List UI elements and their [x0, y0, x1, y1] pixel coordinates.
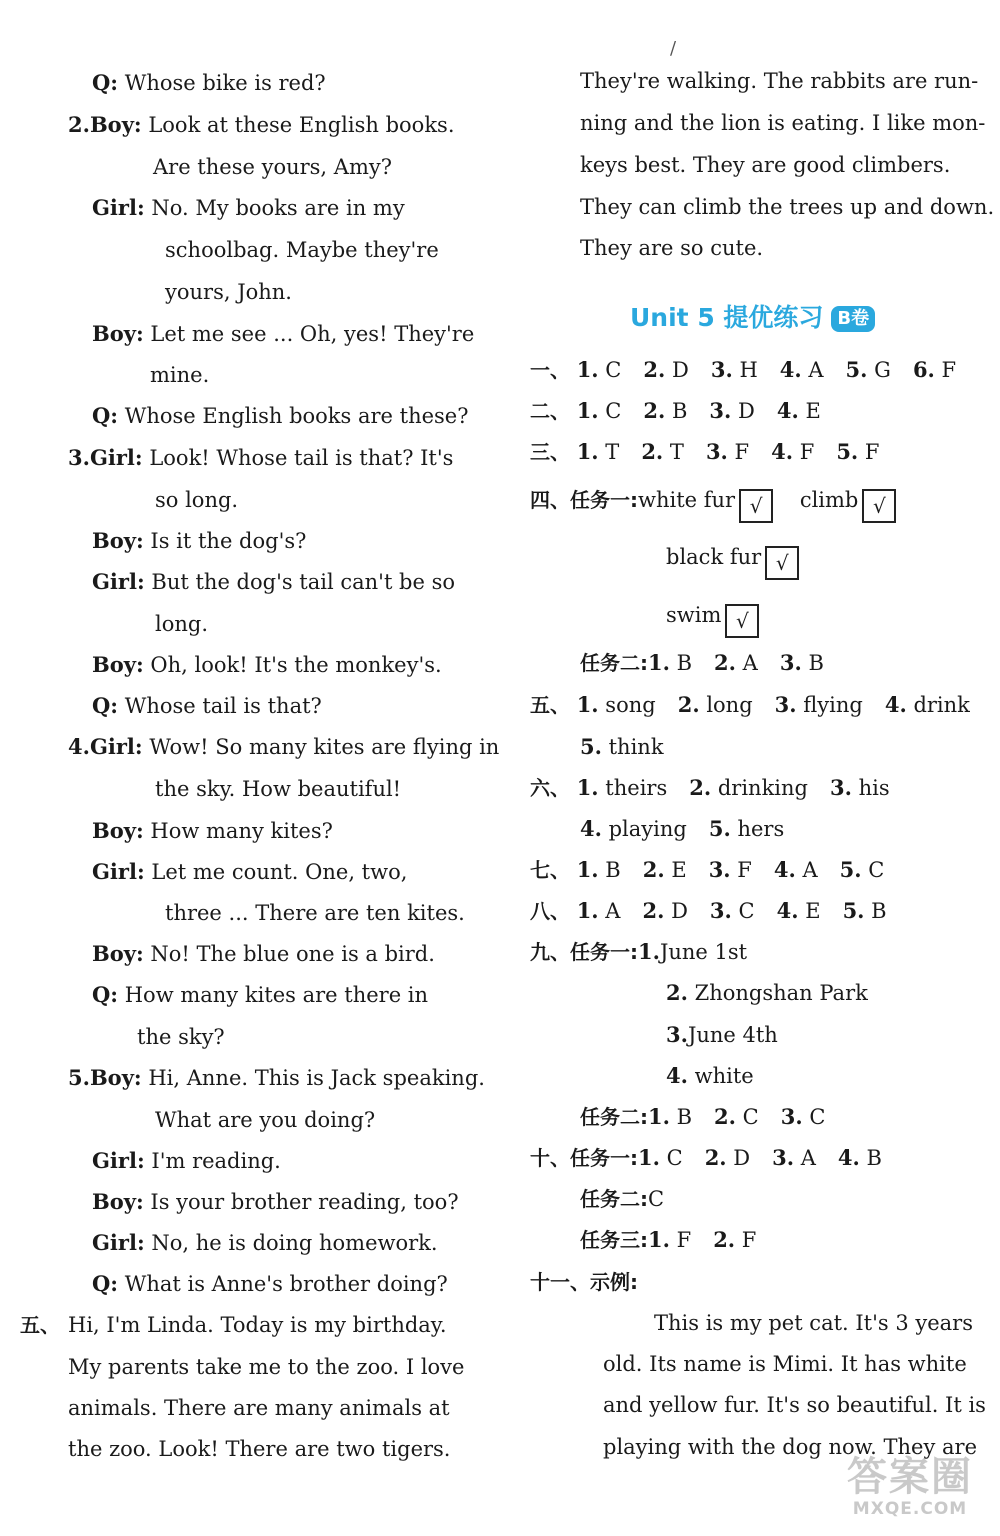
answer-item: [580, 735, 664, 759]
dialogue-line: schoolbag. Maybe they're: [165, 238, 439, 262]
item-number: 4.: [580, 816, 602, 841]
item-answer: A: [598, 899, 621, 923]
item-answer: C: [802, 1105, 826, 1129]
item-number: 1.: [648, 650, 670, 675]
item-number: 1.: [576, 857, 599, 882]
item-answer: C: [735, 1105, 759, 1129]
answer-item: [577, 858, 621, 882]
item-answer: C: [731, 899, 755, 923]
item-number: 5.: [836, 439, 859, 464]
answer-item: [771, 440, 814, 464]
dialogue-line: Boy: Let me see ... Oh, yes! They're: [92, 321, 475, 346]
pen-mark-icon: /: [670, 38, 677, 59]
item-number: 2.: [641, 439, 664, 464]
answer-item: [577, 399, 622, 423]
item-answer: B: [665, 399, 688, 423]
item-number: 2.: [643, 398, 666, 423]
item-number: 1.: [576, 692, 599, 717]
item-number: 3.: [772, 1145, 795, 1170]
item-answer: A: [794, 1146, 816, 1170]
answer-item: [706, 440, 749, 464]
item-number: 3.: [779, 650, 802, 675]
item-number: 1.: [638, 1145, 660, 1170]
item-number: 6.: [912, 357, 935, 382]
item-answer: D: [731, 399, 755, 423]
item-number: 2.: [714, 1104, 736, 1129]
passage-line: They're walking. The rabbits are run-: [580, 69, 979, 93]
answer-row-4b: black fur √: [666, 542, 799, 580]
answer-item: [577, 899, 621, 923]
answer-item: [885, 693, 970, 717]
item-number: 4.: [773, 857, 796, 882]
answer-item: [577, 776, 668, 800]
dialogue-line: three ... There are ten kites.: [165, 901, 465, 925]
dialogue-line: Girl: Let me count. One, two,: [92, 859, 408, 884]
answer-item: [648, 1105, 692, 1129]
item-answer: E: [664, 858, 687, 882]
item-answer: F: [858, 440, 880, 464]
passage-line: keys best. They are good climbers.: [580, 153, 951, 177]
answer-item: [705, 1146, 750, 1170]
dialogue-line: Girl: But the dog's tail can't be so: [92, 569, 456, 594]
check-mark-icon: √: [765, 546, 799, 580]
answer-row-5: 五、 1. song 2. long 3. flying 4. drink: [530, 692, 970, 717]
answer-row-8: 八、 1. A 2. D 3. C 4. E 5. B: [530, 898, 887, 923]
answer-item: [780, 358, 824, 382]
item-answer: A: [735, 651, 758, 675]
answer-item: [577, 440, 620, 464]
answer-item: [689, 776, 808, 800]
answer-row-5b: [580, 732, 686, 762]
passage-line: My parents take me to the zoo. I love: [68, 1355, 465, 1379]
dialogue-line: Girl: I'm reading.: [92, 1148, 281, 1173]
sample-line: This is my pet cat. It's 3 years: [654, 1311, 973, 1335]
item-number: 4.: [884, 692, 907, 717]
item-answer: long: [699, 693, 753, 717]
item-answer: H: [732, 358, 758, 382]
answer-row-1: 一、 1. C 2. D 3. H 4. A 5. G 6. F: [530, 357, 957, 382]
watermark-logo: 答案圈 MXQE.COM: [847, 1454, 973, 1519]
dialogue-line: Boy: Is your brother reading, too?: [92, 1189, 459, 1214]
answer-item: [777, 399, 821, 423]
answer-row-3: 三、 1. T 2. T 3. F 4. F 5. F: [530, 439, 880, 464]
dialogue-line: Boy: How many kites?: [92, 818, 333, 843]
answer-item: [711, 358, 758, 382]
question-line: the sky?: [137, 1025, 225, 1049]
answer-item: [838, 1146, 882, 1170]
answer-item: [643, 858, 687, 882]
dialogue-line: Boy: Oh, look! It's the monkey's.: [92, 652, 442, 677]
paper-badge: B卷: [831, 306, 875, 332]
answer-item: [714, 1105, 759, 1129]
item-answer: C: [598, 358, 622, 382]
item-answer: B: [859, 1146, 882, 1170]
passage-line: Hi, I'm Linda. Today is my birthday.: [68, 1313, 447, 1337]
item-answer: B: [801, 651, 824, 675]
answer-item: [836, 440, 879, 464]
answer-row-9d: 4. white: [666, 1063, 754, 1088]
answer-item: [774, 858, 818, 882]
item-answer: C: [861, 858, 885, 882]
dialogue-line: Boy: Is it the dog's?: [92, 528, 307, 553]
item-number: 2.: [642, 857, 665, 882]
item-answer: F: [730, 858, 752, 882]
item-answer: A: [795, 858, 818, 882]
item-number: 5.: [845, 357, 868, 382]
answer-item: [913, 358, 956, 382]
item-number: 3.: [709, 398, 732, 423]
answer-item: [830, 776, 890, 800]
item-answer: G: [867, 358, 891, 382]
item-answer: his: [851, 776, 890, 800]
dialogue-line: Are these yours, Amy?: [153, 155, 392, 179]
item-number: 3.: [708, 857, 731, 882]
answer-item: [840, 858, 885, 882]
item-number: 4.: [779, 357, 802, 382]
passage-line: animals. There are many animals at: [68, 1396, 450, 1420]
item-number: 1.: [576, 357, 599, 382]
answer-item: [710, 899, 755, 923]
answer-item: [709, 817, 784, 841]
item-answer: song: [598, 693, 656, 717]
item-number: 2.: [642, 898, 665, 923]
answer-row-10c: 任务三:1. F 2. F: [580, 1227, 757, 1252]
dialogue-line: yours, John.: [165, 280, 292, 304]
answer-item: [577, 358, 622, 382]
passage-line: They are so cute.: [580, 236, 764, 260]
answer-row-9c: 3.June 4th: [666, 1022, 778, 1047]
dialogue-line: Boy: No! The blue one is a bird.: [92, 941, 435, 966]
item-answer: theirs: [598, 776, 668, 800]
item-answer: C: [659, 1146, 683, 1170]
answer-item: [777, 899, 821, 923]
item-number: 3.: [709, 898, 732, 923]
item-answer: B: [669, 651, 693, 675]
item-number: 1.: [576, 898, 599, 923]
question-line: Q: Whose English books are these?: [92, 403, 469, 428]
item-number: 1.: [648, 1104, 670, 1129]
item-number: 3.: [774, 692, 797, 717]
item-answer: E: [798, 399, 821, 423]
item-number: 1.: [576, 775, 599, 800]
answer-row-10b: 任务二:C: [580, 1187, 665, 1211]
question-line: Q: How many kites are there in: [92, 982, 429, 1007]
item-number: 5.: [708, 816, 731, 841]
item-number: 3.: [780, 1104, 803, 1129]
answer-item: [709, 399, 754, 423]
item-answer: B: [864, 899, 887, 923]
dialogue-3-line: 3.Girl: Look! Whose tail is that? It's: [68, 445, 454, 470]
item-answer: F: [735, 1228, 757, 1252]
item-answer: flying: [796, 693, 863, 717]
answer-item: [648, 1228, 691, 1252]
item-number: 1.: [576, 398, 599, 423]
answer-item: [780, 651, 824, 675]
item-answer: B: [669, 1105, 693, 1129]
item-answer: think: [601, 735, 664, 759]
question-line: Q: Whose tail is that?: [92, 693, 322, 718]
item-answer: F: [727, 440, 750, 464]
item-answer: F: [669, 1228, 692, 1252]
item-answer: T: [598, 440, 620, 464]
dialogue-line: Girl: No. My books are in my: [92, 195, 405, 220]
check-mark-icon: √: [725, 604, 759, 638]
item-answer: C: [598, 399, 622, 423]
answer-item: [775, 693, 863, 717]
item-number: 2.: [714, 650, 736, 675]
answer-item: [678, 693, 753, 717]
item-answer: drink: [906, 693, 970, 717]
item-answer: drinking: [711, 776, 808, 800]
dialogue-line: long.: [155, 612, 209, 636]
dialogue-line: the sky. How beautiful!: [155, 777, 402, 801]
item-answer: F: [793, 440, 815, 464]
item-number: 4.: [771, 439, 794, 464]
item-number: 2.: [689, 775, 712, 800]
answer-item: [781, 1105, 826, 1129]
item-answer: D: [726, 1146, 751, 1170]
section-number: 五、: [20, 1313, 60, 1337]
answer-row-10: 十、任务一:1. C 2. D 3. A 4. B: [530, 1145, 882, 1170]
answer-item: [641, 440, 684, 464]
item-number: 2.: [643, 357, 666, 382]
item-number: 5.: [839, 857, 862, 882]
item-answer: D: [665, 358, 689, 382]
answer-item: [643, 399, 687, 423]
item-answer: B: [598, 858, 621, 882]
answer-row-11: 十一、示例:: [530, 1270, 638, 1294]
passage-line: They can climb the trees up and down.: [580, 195, 995, 219]
item-number: 3.: [710, 357, 733, 382]
item-number: 4.: [837, 1145, 860, 1170]
dialogue-line: What are you doing?: [155, 1108, 376, 1132]
sample-line: playing with the dog now. They are: [603, 1435, 977, 1459]
passage-line: the zoo. Look! There are two tigers.: [68, 1437, 451, 1461]
answer-row-2: 二、 1. C 2. B 3. D 4. E: [530, 398, 821, 423]
answer-item: [642, 899, 687, 923]
answer-row-6: 六、 1. theirs 2. drinking 3. his: [530, 775, 890, 800]
dialogue-4-line: 4.Girl: Wow! So many kites are flying in: [68, 734, 500, 759]
dialogue-line: so long.: [155, 488, 239, 512]
dialogue-5-line: 5.Boy: Hi, Anne. This is Jack speaking.: [68, 1065, 485, 1090]
check-mark-icon: √: [739, 489, 773, 523]
answer-row-6b: [580, 814, 806, 844]
question-line: Q: Whose bike is red?: [92, 70, 326, 95]
unit-title: Unit 5 提优练习 B卷: [630, 298, 875, 334]
item-number: 1.: [576, 439, 599, 464]
answer-item: [577, 693, 656, 717]
answer-row-9b: 2. Zhongshan Park: [666, 980, 868, 1005]
answer-row-4: 四、任务一:white fur √ climb √: [530, 485, 896, 523]
item-number: 5.: [580, 734, 602, 759]
dialogue-2-line: 2.Boy: Look at these English books.: [68, 112, 455, 137]
answer-row-9: 九、任务一:1.June 1st: [530, 939, 748, 964]
item-answer: E: [798, 899, 821, 923]
answer-item: [580, 817, 687, 841]
answer-row-7: 七、 1. B 2. E 3. F 4. A 5. C: [530, 857, 885, 882]
answer-row-4d: 任务二:1. B 2. A 3. B: [580, 650, 824, 675]
answer-row-9e: 任务二:1. B 2. C 3. C: [580, 1104, 826, 1129]
item-number: 2.: [677, 692, 700, 717]
question-line: Q: What is Anne's brother doing?: [92, 1271, 448, 1296]
answer-item: [714, 651, 758, 675]
answer-item: [843, 899, 887, 923]
answer-item: [713, 1228, 756, 1252]
answer-item: [846, 358, 891, 382]
item-answer: A: [801, 358, 824, 382]
check-mark-icon: √: [862, 489, 896, 523]
answer-item: [648, 651, 692, 675]
item-answer: hers: [730, 817, 785, 841]
answer-item: [643, 358, 688, 382]
item-answer: T: [663, 440, 684, 464]
passage-line: ning and the lion is eating. I like mon-: [580, 111, 986, 135]
item-answer: playing: [601, 817, 687, 841]
item-number: 1.: [648, 1227, 670, 1252]
item-number: 3.: [829, 775, 852, 800]
item-number: 3.: [705, 439, 728, 464]
sample-line: old. Its name is Mimi. It has white: [603, 1352, 967, 1376]
item-number: 2.: [713, 1227, 736, 1252]
item-number: 5.: [842, 898, 865, 923]
answer-item: [772, 1146, 816, 1170]
item-number: 4.: [776, 398, 799, 423]
sample-line: and yellow fur. It's so beautiful. It is: [603, 1393, 986, 1417]
item-answer: D: [664, 899, 688, 923]
answer-item: [638, 1146, 683, 1170]
dialogue-line: Girl: No, he is doing homework.: [92, 1230, 438, 1255]
answer-item: [709, 858, 752, 882]
item-answer: F: [934, 358, 957, 382]
dialogue-line: mine.: [150, 363, 210, 387]
item-number: 2.: [704, 1145, 727, 1170]
item-number: 4.: [776, 898, 799, 923]
answer-row-4c: swim √: [666, 600, 759, 638]
